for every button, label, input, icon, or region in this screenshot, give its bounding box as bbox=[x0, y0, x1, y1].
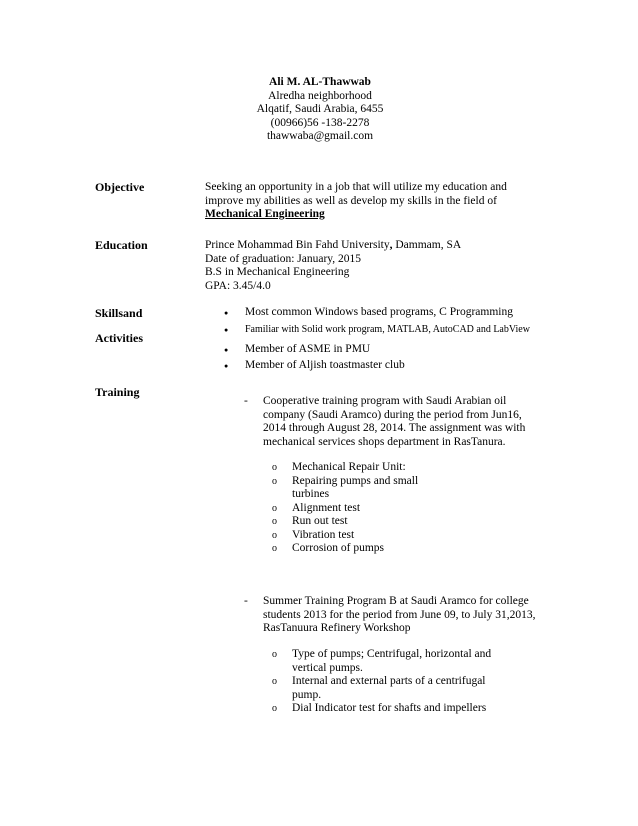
circle-bullet-icon: o bbox=[272, 475, 277, 487]
objective-label: Objective bbox=[95, 180, 145, 194]
skill-item: ● Familiar with Solid work program, MATLAB, AutoCAD and LabView bbox=[232, 323, 530, 341]
circle-bullet-icon: o bbox=[272, 703, 277, 714]
training-program-2 bbox=[244, 595, 544, 636]
circle-bullet-icon: o bbox=[272, 676, 277, 687]
list-item-continuation: pump. bbox=[292, 688, 322, 701]
circle-bullet-icon: o bbox=[272, 543, 277, 554]
dash-marker: - bbox=[244, 395, 248, 407]
phone-number: (00966)56 -138-2278 bbox=[270, 116, 370, 129]
program-1-line: Cooperative training program with Saudi Arabian oil bbox=[263, 395, 507, 407]
university-name: Prince Mohammad Bin Fahd University bbox=[205, 239, 390, 251]
program-1-line: mechanical services shops department in RasTanura. bbox=[263, 435, 506, 448]
skill-item: ● Member of ASME in PMU bbox=[232, 343, 530, 359]
list-item-continuation: turbines bbox=[292, 488, 330, 500]
program-2-line: Summer Training Program B at Saudi Aramco for college bbox=[263, 595, 529, 607]
list-item: o Alignment test bbox=[272, 501, 361, 514]
graduation-date: Date of graduation: January, 2015 bbox=[205, 252, 362, 265]
degree: B.S in Mechanical Engineering bbox=[205, 266, 350, 278]
activities-label: Activities bbox=[95, 331, 143, 345]
skill-item: ● Most common Windows based programs, C Programming bbox=[232, 306, 530, 323]
circle-bullet-icon: o bbox=[272, 516, 277, 527]
contact-header bbox=[220, 76, 420, 144]
training-label: Training bbox=[95, 385, 140, 399]
list-item-continuation: vertical pumps. bbox=[292, 661, 363, 674]
list-item: o Repairing pumps and small bbox=[272, 474, 419, 487]
objective-line-1: Seeking an opportunity in a job that will utilize my education and bbox=[205, 181, 507, 193]
circle-bullet-icon: o bbox=[272, 649, 277, 660]
program-1-line: 2014 through August 28, 2014. The assignment was with bbox=[263, 422, 526, 434]
objective-line-2: improve my abilities as well as develop my skills in the field of bbox=[205, 194, 497, 207]
list-item: o Mechanical Repair Unit: bbox=[272, 461, 406, 473]
list-item: o Internal and external parts of a centrifugal bbox=[272, 675, 486, 687]
list-item: o Dial Indicator test for shafts and impellers bbox=[272, 702, 487, 714]
list-item: o Run out test bbox=[272, 515, 348, 527]
skills-list bbox=[232, 306, 530, 375]
objective-field: Mechanical Engineering bbox=[205, 208, 325, 220]
skills-label: Skillsand bbox=[95, 306, 143, 320]
address-line-1: Alredha neighborhood bbox=[268, 89, 372, 102]
program-2-line: students 2013 for the period from June 09, to July 31,2013, bbox=[263, 608, 536, 621]
circle-bullet-icon: o bbox=[272, 529, 277, 541]
training-program-1 bbox=[244, 395, 544, 449]
dash-marker: - bbox=[244, 595, 248, 607]
email-address: thawwaba@gmail.com bbox=[266, 130, 374, 142]
education-text bbox=[205, 239, 535, 293]
circle-bullet-icon: o bbox=[272, 462, 277, 473]
program-2-items bbox=[272, 648, 491, 716]
list-item: o Type of pumps; Centrifugal, horizontal and bbox=[272, 648, 492, 660]
program-1-items bbox=[272, 461, 418, 556]
gpa: GPA: 3.45/4.0 bbox=[205, 279, 271, 292]
list-item: o Vibration test bbox=[272, 528, 355, 541]
circle-bullet-icon: o bbox=[272, 502, 277, 514]
list-item: o Corrosion of pumps bbox=[272, 542, 384, 554]
university-location: Dammam, SA bbox=[392, 239, 462, 251]
objective-text bbox=[205, 181, 535, 222]
university-comma: , bbox=[389, 239, 393, 251]
address-line-2: Alqatif, Saudi Arabia, 6455 bbox=[256, 103, 384, 115]
applicant-name: Ali M. AL-Thawwab bbox=[269, 76, 371, 88]
program-1-line: company (Saudi Aramco) during the period from Jun16, bbox=[263, 408, 522, 421]
education-label: Education bbox=[95, 238, 148, 252]
program-2-line: RasTanuura Refinery Workshop bbox=[263, 622, 411, 634]
skill-item: ● Member of Aljish toastmaster club bbox=[232, 359, 530, 375]
university-line bbox=[205, 239, 535, 253]
